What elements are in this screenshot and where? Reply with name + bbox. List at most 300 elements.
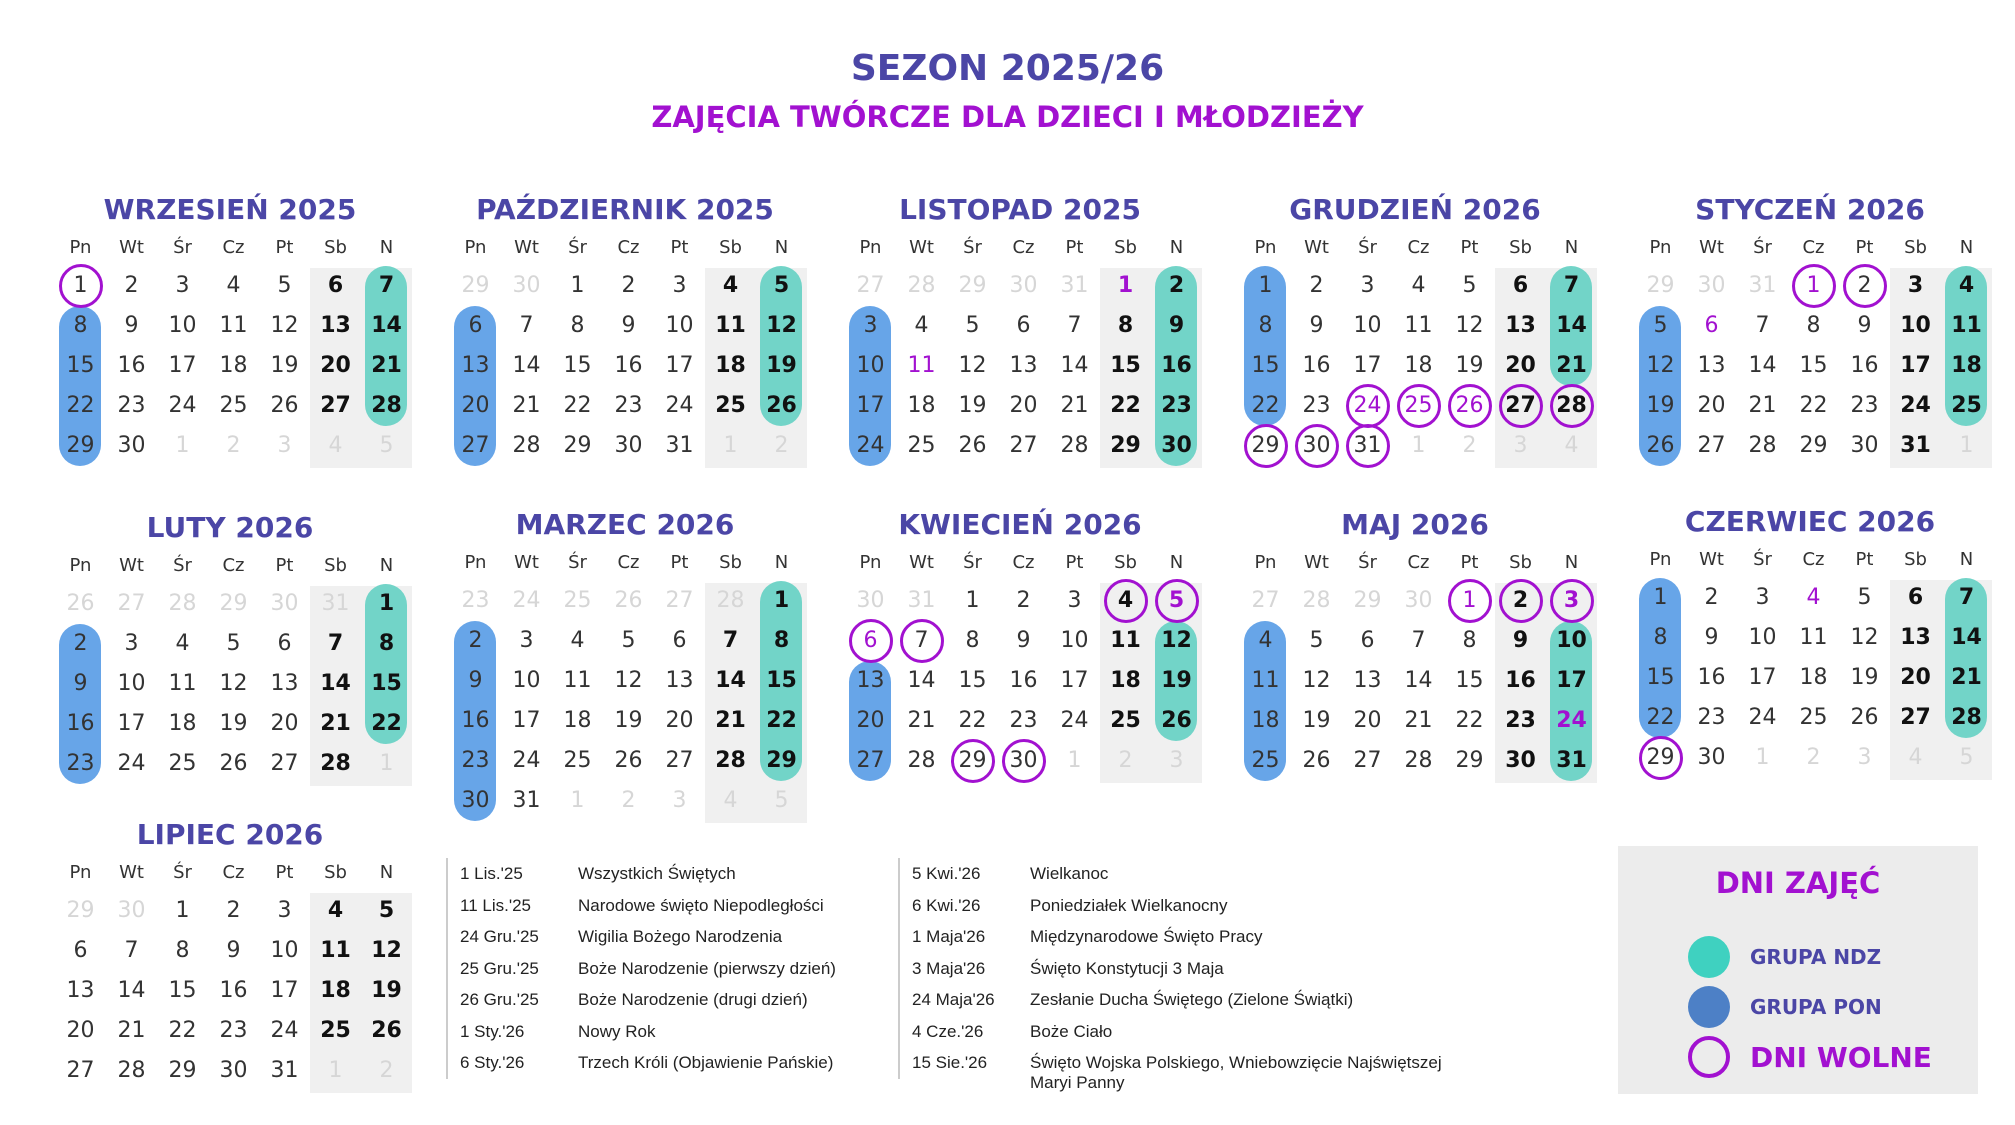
day-cell: 8 — [773, 628, 790, 653]
day-cell: 29 — [1635, 738, 1686, 778]
weekday-header: Pt — [670, 552, 689, 573]
day-cell: 1 — [1788, 266, 1839, 306]
day-cell-outside: 31 — [321, 591, 350, 616]
legend-label-days-off: DNI WOLNE — [1750, 1040, 1932, 1074]
day-cell: 18 — [1110, 668, 1141, 693]
day-cell: 31 — [1556, 748, 1587, 773]
day-cell: 7 — [1958, 585, 1975, 610]
holiday-row — [460, 858, 836, 890]
day-cell: 15 — [66, 353, 95, 378]
day-cell: 6 — [1360, 628, 1375, 653]
weekday-header: Pn — [464, 552, 487, 573]
month-grid — [55, 548, 405, 784]
day-cell: 5 — [1309, 628, 1324, 653]
day-cell: 15 — [1110, 353, 1141, 378]
weekday-header: Cz — [222, 555, 245, 576]
day-cell: 4 — [1958, 273, 1975, 298]
day-cell: 1 — [965, 588, 980, 613]
day-cell: 12 — [270, 313, 299, 338]
day-cell: 15 — [1799, 353, 1828, 378]
ring-icon — [1688, 1036, 1730, 1078]
month-title: KWIECIEŃ 2026 — [898, 508, 1142, 541]
holiday-name: Narodowe święto Niepodległości — [578, 895, 824, 915]
day-cell: 9 — [1168, 313, 1185, 338]
day-cell-outside: 2 — [621, 788, 636, 813]
holiday-date: 1 Lis.'25 — [460, 864, 523, 883]
day-cell-outside: 28 — [907, 273, 936, 298]
day-cell: 18 — [715, 353, 746, 378]
day-cell: 20 — [461, 393, 490, 418]
day-cell-outside: 3 — [1169, 748, 1184, 773]
day-cell: 19 — [1455, 353, 1484, 378]
weekday-header: Cz — [222, 237, 245, 258]
day-cell: 24 — [665, 393, 694, 418]
month-calendar — [45, 190, 405, 466]
weekday-header: Pt — [670, 237, 689, 258]
weekday-header: Pn — [69, 862, 92, 883]
day-cell: 3 — [672, 273, 687, 298]
month-title: MARZEC 2026 — [515, 508, 735, 541]
day-cell: 12 — [1455, 313, 1484, 338]
day-cell: 16 — [1697, 665, 1726, 690]
holiday-date: 25 Gru.'25 — [460, 958, 539, 978]
weekday-header: N — [379, 862, 394, 883]
day-cell: 27 — [1697, 433, 1726, 458]
day-cell: 16 — [1302, 353, 1331, 378]
day-cell: 7 — [896, 621, 947, 661]
day-cell: 11 — [1799, 625, 1828, 650]
day-cell: 15 — [1646, 665, 1675, 690]
day-cell: 22 — [563, 393, 592, 418]
weekday-header: Wt — [119, 862, 144, 883]
day-cell: 24 — [270, 1018, 299, 1043]
day-cell-outside: 5 — [379, 433, 394, 458]
day-cell: 26 — [270, 393, 299, 418]
day-cell: 28 — [371, 393, 402, 418]
day-cell: 8 — [1462, 628, 1477, 653]
day-cell-outside: 3 — [1513, 433, 1528, 458]
holiday-row — [460, 984, 836, 1016]
day-cell: 8 — [570, 313, 585, 338]
holiday-row — [912, 953, 1450, 985]
day-cell: 10 — [856, 353, 885, 378]
day-cell: 20 — [665, 708, 694, 733]
day-cell: 24 — [1556, 708, 1587, 733]
day-cell: 25 — [168, 751, 197, 776]
day-cell: 15 — [958, 668, 987, 693]
day-cell-outside: 1 — [570, 788, 585, 813]
day-cell: 19 — [1646, 393, 1675, 418]
day-cell: 2 — [1309, 273, 1324, 298]
month-grid — [1240, 545, 1590, 781]
day-cell-outside: 30 — [270, 591, 299, 616]
legend-days-off — [1688, 1036, 1932, 1078]
day-cell: 12 — [614, 668, 643, 693]
day-cell: 14 — [907, 668, 936, 693]
day-cell: 30 — [117, 433, 146, 458]
month-title: CZERWIEC 2026 — [1684, 505, 1936, 538]
weekday-header: Śr — [1753, 549, 1772, 570]
day-cell: 28 — [117, 1058, 146, 1083]
day-cell: 14 — [117, 978, 146, 1003]
month-calendar — [1230, 505, 1590, 781]
month-grid — [845, 545, 1195, 781]
day-cell: 12 — [766, 313, 797, 338]
weekday-header: Cz — [1012, 552, 1035, 573]
holiday-date: 4 Cze.'26 — [912, 1021, 984, 1041]
day-cell: 22 — [766, 708, 797, 733]
day-cell: 28 — [512, 433, 541, 458]
day-cell: 3 — [175, 273, 190, 298]
day-cell: 20 — [1505, 353, 1536, 378]
day-cell: 16 — [1009, 668, 1038, 693]
day-cell: 14 — [512, 353, 541, 378]
day-cell: 4 — [1806, 585, 1821, 610]
day-cell: 11 — [320, 938, 351, 963]
day-cell: 26 — [1302, 748, 1331, 773]
day-cell-outside: 1 — [1959, 433, 1974, 458]
holiday-name: Święto Wojska Polskiego, Wniebowzięcie Najświętszej Maryi Panny — [1030, 1053, 1442, 1092]
day-cell: 9 — [73, 671, 88, 696]
day-cell: 18 — [320, 978, 351, 1003]
day-cell: 28 — [715, 748, 746, 773]
month-grid — [55, 230, 405, 466]
day-cell-outside: 23 — [461, 588, 490, 613]
day-cell-outside: 27 — [665, 588, 694, 613]
weekday-header: Wt — [1699, 549, 1724, 570]
day-cell: 25 — [1251, 748, 1280, 773]
day-cell: 7 — [378, 273, 395, 298]
holiday-name: Boże Narodzenie (drugi dzień) — [578, 990, 808, 1009]
weekday-header: Cz — [222, 862, 245, 883]
day-cell: 31 — [270, 1058, 299, 1083]
day-cell: 30 — [1850, 433, 1879, 458]
weekday-header: Wt — [909, 552, 934, 573]
day-cell-outside: 2 — [774, 433, 789, 458]
holiday-list-left — [446, 858, 836, 1079]
weekday-header: Sb — [324, 862, 347, 883]
day-cell: 16 — [614, 353, 643, 378]
day-cell-outside: 28 — [716, 588, 745, 613]
day-cell: 3 — [1360, 273, 1375, 298]
day-cell-outside: 3 — [1857, 745, 1872, 770]
holiday-name: Zesłanie Ducha Świętego (Zielone Świątki) — [1030, 990, 1354, 1009]
day-cell: 28 — [1404, 748, 1433, 773]
day-cell: 4 — [327, 898, 344, 923]
weekday-header: Pt — [1065, 552, 1084, 573]
day-cell: 1 — [773, 588, 790, 613]
day-cell: 17 — [512, 708, 541, 733]
day-cell: 23 — [1697, 705, 1726, 730]
day-cell: 22 — [66, 393, 95, 418]
holiday-row — [460, 953, 836, 985]
weekday-header: N — [774, 237, 789, 258]
day-cell: 8 — [1117, 313, 1134, 338]
day-cell: 7 — [1755, 313, 1770, 338]
day-cell: 23 — [1505, 708, 1536, 733]
weekday-header: Śr — [173, 555, 192, 576]
day-cell: 30 — [461, 788, 490, 813]
day-cell-outside: 1 — [1067, 748, 1082, 773]
day-cell-outside: 1 — [175, 433, 190, 458]
holiday-date: 15 Sie.'26 — [912, 1053, 988, 1072]
day-cell: 17 — [270, 978, 299, 1003]
day-cell: 12 — [958, 353, 987, 378]
holiday-name: Nowy Rok — [578, 1021, 656, 1041]
holiday-date: 6 Sty.'26 — [460, 1053, 525, 1072]
holiday-name: Boże Ciało — [1030, 1021, 1113, 1041]
day-cell: 17 — [168, 353, 197, 378]
weekday-header: Cz — [617, 552, 640, 573]
day-cell: 18 — [1404, 353, 1433, 378]
day-cell: 12 — [1850, 625, 1879, 650]
weekday-header: N — [379, 237, 394, 258]
weekday-header: N — [379, 555, 394, 576]
day-cell: 18 — [1251, 708, 1280, 733]
day-cell-outside: 5 — [774, 788, 789, 813]
day-cell: 1 — [1117, 273, 1134, 298]
day-cell: 19 — [958, 393, 987, 418]
day-cell: 10 — [270, 938, 299, 963]
day-cell-outside: 24 — [512, 588, 541, 613]
weekday-header: Śr — [173, 862, 192, 883]
day-cell-outside: 2 — [379, 1058, 394, 1083]
weekday-header: N — [774, 552, 789, 573]
day-cell-outside: 29 — [1646, 273, 1675, 298]
weekday-header: Wt — [1699, 237, 1724, 258]
day-cell: 2 — [1016, 588, 1031, 613]
day-cell: 10 — [1353, 313, 1382, 338]
day-cell: 20 — [1353, 708, 1382, 733]
day-cell: 29 — [1240, 426, 1291, 466]
holiday-name: Wigilia Bożego Narodzenia — [578, 927, 783, 946]
holiday-row — [460, 890, 836, 922]
page-title: SEZON 2025/26 — [850, 48, 1165, 89]
day-cell-outside: 4 — [723, 788, 738, 813]
holiday-row — [912, 890, 1450, 922]
weekday-header: Pn — [69, 555, 92, 576]
weekday-header: Śr — [1753, 237, 1772, 258]
day-cell: 26 — [614, 748, 643, 773]
day-cell: 4 — [1100, 581, 1151, 621]
day-cell-outside: 2 — [1462, 433, 1477, 458]
day-cell: 6 — [277, 631, 292, 656]
day-cell-outside: 4 — [328, 433, 343, 458]
month-calendar — [440, 505, 800, 821]
weekday-header: Pt — [1855, 237, 1874, 258]
day-cell: 29 — [168, 1058, 197, 1083]
day-cell: 4 — [570, 628, 585, 653]
day-cell: 4 — [1411, 273, 1426, 298]
day-cell: 11 — [715, 313, 746, 338]
month-title: LIPIEC 2026 — [136, 818, 324, 851]
weekday-header: Śr — [173, 237, 192, 258]
day-cell: 29 — [563, 433, 592, 458]
holiday-row — [912, 858, 1450, 890]
day-cell-outside: 27 — [117, 591, 146, 616]
day-cell: 16 — [219, 978, 248, 1003]
blue-circle-icon — [1688, 986, 1730, 1028]
weekday-header: Śr — [963, 552, 982, 573]
day-cell: 6 — [1016, 313, 1031, 338]
day-cell-outside: 5 — [1959, 745, 1974, 770]
weekday-header: N — [1564, 552, 1579, 573]
day-cell: 9 — [1857, 313, 1872, 338]
weekday-header: N — [1959, 549, 1974, 570]
day-cell: 20 — [66, 1018, 95, 1043]
day-cell: 1 — [570, 273, 585, 298]
day-cell: 15 — [1251, 353, 1280, 378]
day-cell: 24 — [1342, 386, 1393, 426]
day-cell: 8 — [1653, 625, 1668, 650]
day-cell: 2 — [1704, 585, 1719, 610]
day-cell: 27 — [1495, 386, 1546, 426]
day-cell: 27 — [1353, 748, 1382, 773]
weekday-header: Wt — [119, 555, 144, 576]
day-cell: 10 — [1748, 625, 1777, 650]
day-cell-outside: 30 — [1697, 273, 1726, 298]
day-cell-outside: 1 — [379, 751, 394, 776]
day-cell: 23 — [1009, 708, 1038, 733]
day-cell: 13 — [1505, 313, 1536, 338]
day-cell: 17 — [1748, 665, 1777, 690]
day-cell: 23 — [66, 751, 95, 776]
day-cell: 13 — [66, 978, 95, 1003]
day-cell: 18 — [563, 708, 592, 733]
day-cell: 22 — [1799, 393, 1828, 418]
day-cell: 1 — [55, 266, 106, 306]
weekday-header: Wt — [1304, 552, 1329, 573]
day-cell: 13 — [1009, 353, 1038, 378]
day-cell: 10 — [665, 313, 694, 338]
month-calendar — [1625, 190, 1985, 466]
day-cell: 25 — [219, 393, 248, 418]
weekday-header: Śr — [1358, 552, 1377, 573]
day-cell: 21 — [117, 1018, 146, 1043]
holiday-row — [460, 921, 836, 953]
weekday-header: Wt — [514, 237, 539, 258]
holiday-row — [460, 1016, 836, 1048]
weekday-header: N — [1564, 237, 1579, 258]
day-cell: 14 — [1556, 313, 1587, 338]
day-cell: 30 — [1161, 433, 1192, 458]
weekday-header: Sb — [1114, 237, 1137, 258]
weekday-header: Śr — [1358, 237, 1377, 258]
day-cell: 20 — [1900, 665, 1931, 690]
day-cell: 2 — [468, 628, 483, 653]
day-cell: 1 — [1653, 585, 1668, 610]
holiday-date: 1 Sty.'26 — [460, 1021, 525, 1041]
day-cell-outside: 30 — [117, 898, 146, 923]
day-cell: 23 — [1850, 393, 1879, 418]
day-cell: 13 — [856, 668, 885, 693]
day-cell: 23 — [614, 393, 643, 418]
holiday-date: 5 Kwi.'26 — [912, 864, 981, 883]
day-cell: 25 — [320, 1018, 351, 1043]
holiday-date: 24 Maja'26 — [912, 990, 995, 1009]
day-cell: 12 — [219, 671, 248, 696]
holiday-date: 26 Gru.'25 — [460, 990, 539, 1009]
day-cell: 22 — [168, 1018, 197, 1043]
day-cell: 7 — [1067, 313, 1082, 338]
day-cell: 25 — [907, 433, 936, 458]
day-cell: 12 — [371, 938, 402, 963]
day-cell: 5 — [277, 273, 292, 298]
day-cell-outside: 4 — [1908, 745, 1923, 770]
day-cell: 24 — [1060, 708, 1089, 733]
weekday-header: Pn — [1254, 552, 1277, 573]
holiday-row — [460, 1047, 836, 1079]
weekday-header: Sb — [719, 552, 742, 573]
day-cell: 9 — [621, 313, 636, 338]
weekday-header: Pn — [1649, 549, 1672, 570]
day-cell: 11 — [563, 668, 592, 693]
day-cell: 30 — [1697, 745, 1726, 770]
day-cell: 14 — [1951, 625, 1982, 650]
day-cell: 25 — [563, 748, 592, 773]
day-cell: 29 — [947, 741, 998, 781]
day-cell: 6 — [468, 313, 483, 338]
day-cell: 27 — [66, 1058, 95, 1083]
day-cell: 19 — [219, 711, 248, 736]
holiday-list-right — [898, 858, 1450, 1092]
day-cell: 16 — [1850, 353, 1879, 378]
day-cell-outside: 25 — [563, 588, 592, 613]
day-cell: 5 — [621, 628, 636, 653]
day-cell: 15 — [766, 668, 797, 693]
day-cell: 29 — [766, 748, 797, 773]
day-cell: 6 — [672, 628, 687, 653]
day-cell: 3 — [1067, 588, 1082, 613]
day-cell: 9 — [1016, 628, 1031, 653]
day-cell: 26 — [1161, 708, 1192, 733]
day-cell: 31 — [665, 433, 694, 458]
holiday-row — [912, 1016, 1450, 1048]
day-cell: 6 — [327, 273, 344, 298]
day-cell-outside: 30 — [856, 588, 885, 613]
day-cell: 24 — [1900, 393, 1931, 418]
day-cell: 27 — [1900, 705, 1931, 730]
day-cell: 25 — [1393, 386, 1444, 426]
day-cell: 19 — [371, 978, 402, 1003]
weekday-header: Śr — [963, 237, 982, 258]
weekday-header: Cz — [1407, 552, 1430, 573]
day-cell: 21 — [320, 711, 351, 736]
day-cell: 11 — [1404, 313, 1433, 338]
day-cell: 16 — [1505, 668, 1536, 693]
day-cell: 18 — [219, 353, 248, 378]
day-cell: 24 — [168, 393, 197, 418]
day-cell: 26 — [371, 1018, 402, 1043]
day-cell: 1 — [1444, 581, 1495, 621]
weekday-header: Wt — [909, 237, 934, 258]
day-cell: 25 — [1951, 393, 1982, 418]
month-grid — [450, 230, 800, 466]
holiday-date: 24 Gru.'25 — [460, 927, 539, 946]
weekday-header: Pn — [859, 237, 882, 258]
day-cell: 26 — [219, 751, 248, 776]
day-cell: 13 — [320, 313, 351, 338]
day-cell: 10 — [1556, 628, 1587, 653]
day-cell: 13 — [1353, 668, 1382, 693]
day-cell-outside: 31 — [1060, 273, 1089, 298]
legend-label-ndz: GRUPA NDZ — [1750, 945, 1882, 969]
legend-title: DNI ZAJĘĆ — [1715, 866, 1881, 900]
day-cell-outside: 1 — [723, 433, 738, 458]
month-calendar — [45, 815, 405, 1091]
weekday-header: Pt — [275, 555, 294, 576]
day-cell: 24 — [117, 751, 146, 776]
